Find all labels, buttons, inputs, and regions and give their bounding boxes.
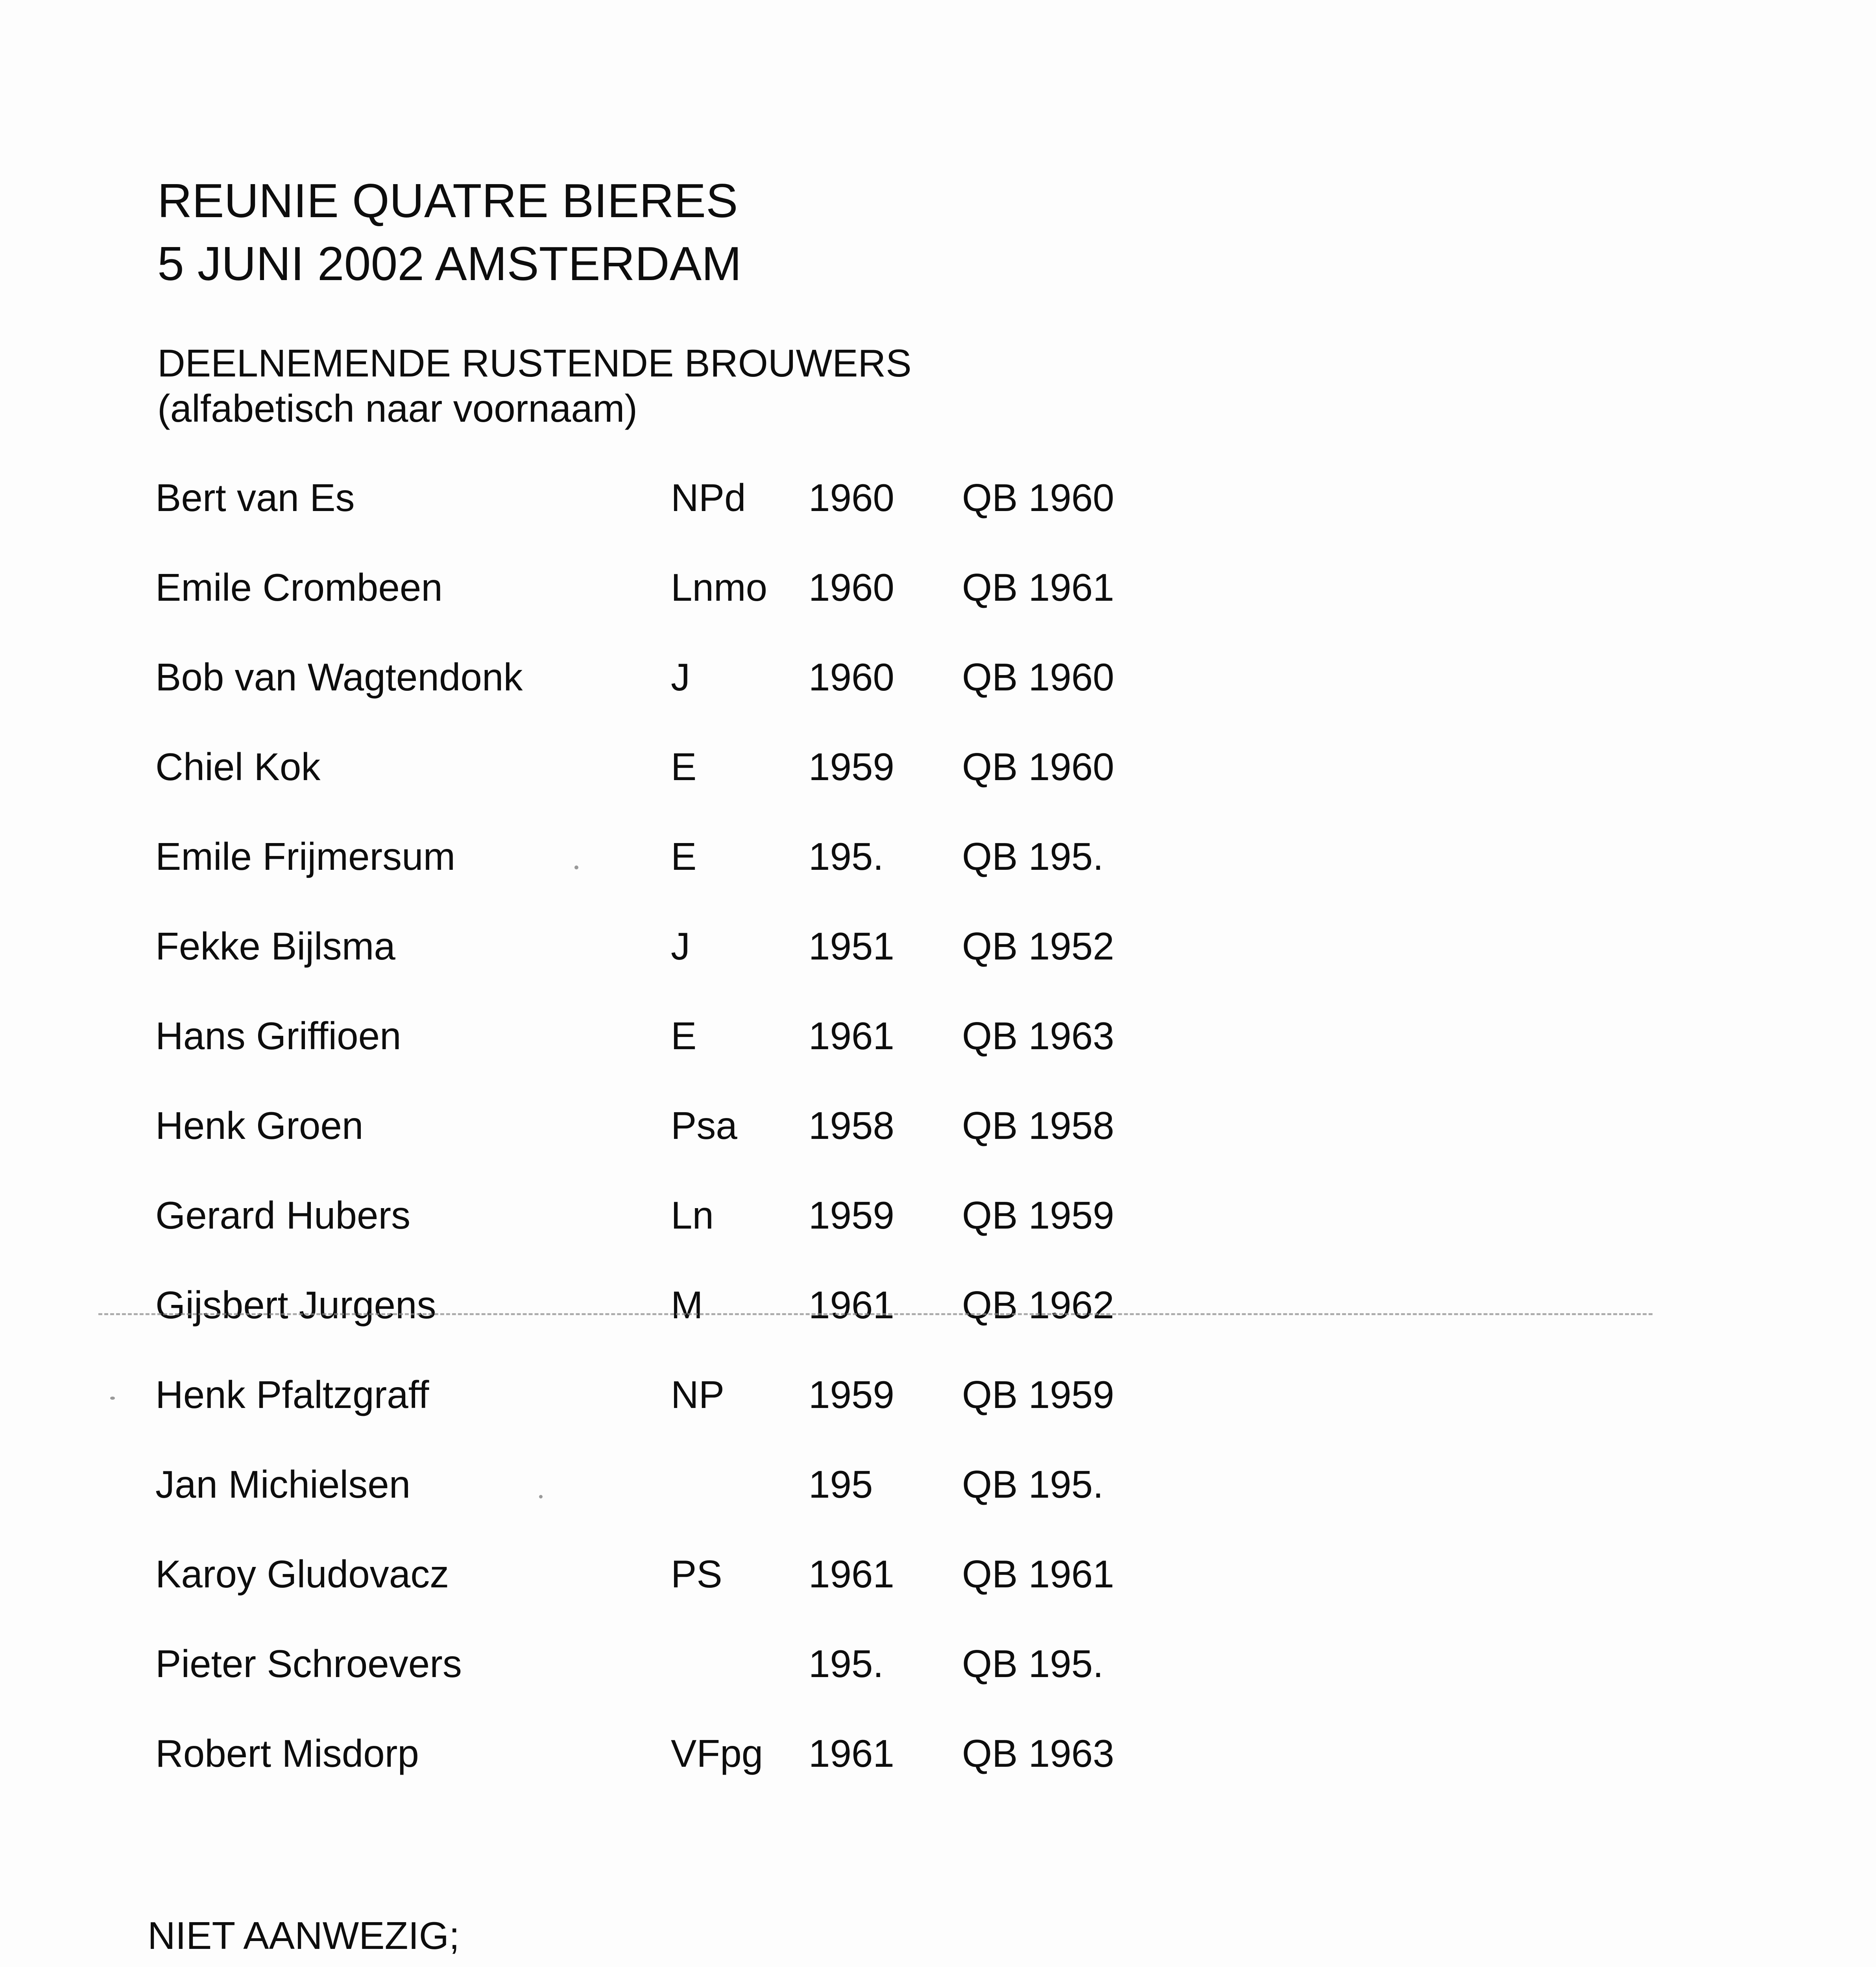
participant-name: Henk Groen xyxy=(155,1104,364,1147)
participant-row xyxy=(0,1100,1876,1151)
participant-year: 1959 xyxy=(809,1194,895,1237)
participant-qb-year: QB 1963 xyxy=(962,1014,1114,1057)
participant-row xyxy=(0,1728,1876,1779)
participant-name: Bert van Es xyxy=(155,476,355,519)
participant-year: 1961 xyxy=(809,1552,895,1596)
participant-year: 1958 xyxy=(809,1104,895,1147)
participant-qb-year: QB 1960 xyxy=(962,745,1114,788)
participant-code: J xyxy=(671,924,690,968)
participant-name: Gerard Hubers xyxy=(155,1194,411,1237)
participant-row xyxy=(0,472,1876,523)
participant-code: E xyxy=(671,835,697,878)
participant-code: J xyxy=(671,655,690,699)
participant-year: 1961 xyxy=(809,1283,895,1327)
participant-qb-year: QB 1959 xyxy=(962,1194,1114,1237)
participant-year: 195. xyxy=(809,1642,884,1685)
participant-year: 1960 xyxy=(809,476,895,519)
participant-row xyxy=(0,1279,1876,1330)
scan-artifact-line xyxy=(98,1313,1653,1315)
participant-name: Robert Misdorp xyxy=(155,1732,419,1775)
participant-year: 1960 xyxy=(809,566,895,609)
participant-year: 195. xyxy=(809,835,884,878)
scan-speck xyxy=(539,1495,543,1498)
participant-code: NP xyxy=(671,1373,725,1416)
participant-code: Lnmo xyxy=(671,566,768,609)
participant-row xyxy=(0,921,1876,972)
participant-name: Hans Griffioen xyxy=(155,1014,401,1057)
participant-code: VFpg xyxy=(671,1732,763,1775)
participant-name: Pieter Schroevers xyxy=(155,1642,462,1685)
scan-speck xyxy=(110,1397,115,1400)
participant-year: 1959 xyxy=(809,745,895,788)
participants-heading: DEELNEMENDE RUSTENDE BROUWERS xyxy=(157,341,912,385)
participants-sort-note: (alfabetisch naar voornaam) xyxy=(157,387,638,430)
participant-name: Fekke Bijlsma xyxy=(155,924,395,968)
participant-qb-year: QB 1958 xyxy=(962,1104,1114,1147)
document-date-place: 5 JUNI 2002 AMSTERDAM xyxy=(157,237,742,290)
participant-code: Psa xyxy=(671,1104,737,1147)
participant-year: 1960 xyxy=(809,655,895,699)
participant-qb-year: QB 195. xyxy=(962,835,1104,878)
participant-qb-year: QB 1961 xyxy=(962,1552,1114,1596)
participant-code: Ln xyxy=(671,1194,714,1237)
participant-code: E xyxy=(671,1014,697,1057)
scan-speck xyxy=(574,865,578,869)
document-title: REUNIE QUATRE BIERES xyxy=(157,174,738,227)
participant-code: NPd xyxy=(671,476,746,519)
participant-row xyxy=(0,1638,1876,1689)
participant-name: Karoy Gludovacz xyxy=(155,1552,449,1596)
participant-qb-year: QB 195. xyxy=(962,1642,1104,1685)
participant-row xyxy=(0,1369,1876,1420)
participant-code: M xyxy=(671,1283,703,1327)
participant-year: 1961 xyxy=(809,1014,895,1057)
participant-qb-year: QB 1952 xyxy=(962,924,1114,968)
participant-row xyxy=(0,1548,1876,1600)
participant-year: 1951 xyxy=(809,924,895,968)
participant-name: Emile Crombeen xyxy=(155,566,443,609)
participant-name: Henk Pfaltzgraff xyxy=(155,1373,429,1416)
participant-qb-year: QB 1960 xyxy=(962,655,1114,699)
participant-name: Emile Frijmersum xyxy=(155,835,456,878)
participant-code: E xyxy=(671,745,697,788)
participant-qb-year: QB 1961 xyxy=(962,566,1114,609)
participant-qb-year: QB 1959 xyxy=(962,1373,1114,1416)
participant-row xyxy=(0,562,1876,613)
participant-name: Bob van Wagtendonk xyxy=(155,655,523,699)
participant-year: 195 xyxy=(809,1463,873,1506)
participant-row xyxy=(0,1459,1876,1510)
participant-year: 1959 xyxy=(809,1373,895,1416)
participant-year: 1961 xyxy=(809,1732,895,1775)
participant-row xyxy=(0,1190,1876,1241)
absent-heading: NIET AANWEZIG; xyxy=(148,1914,460,1957)
participant-qb-year: QB 1962 xyxy=(962,1283,1114,1327)
participant-row xyxy=(0,1010,1876,1061)
participant-name: Chiel Kok xyxy=(155,745,321,788)
participant-qb-year: QB 195. xyxy=(962,1463,1104,1506)
participant-name: Gijsbert Jurgens xyxy=(155,1283,436,1327)
participant-name: Jan Michielsen xyxy=(155,1463,411,1506)
participant-row xyxy=(0,651,1876,703)
participant-row xyxy=(0,831,1876,882)
participant-code: PS xyxy=(671,1552,722,1596)
participant-row xyxy=(0,741,1876,792)
participant-qb-year: QB 1963 xyxy=(962,1732,1114,1775)
participant-qb-year: QB 1960 xyxy=(962,476,1114,519)
